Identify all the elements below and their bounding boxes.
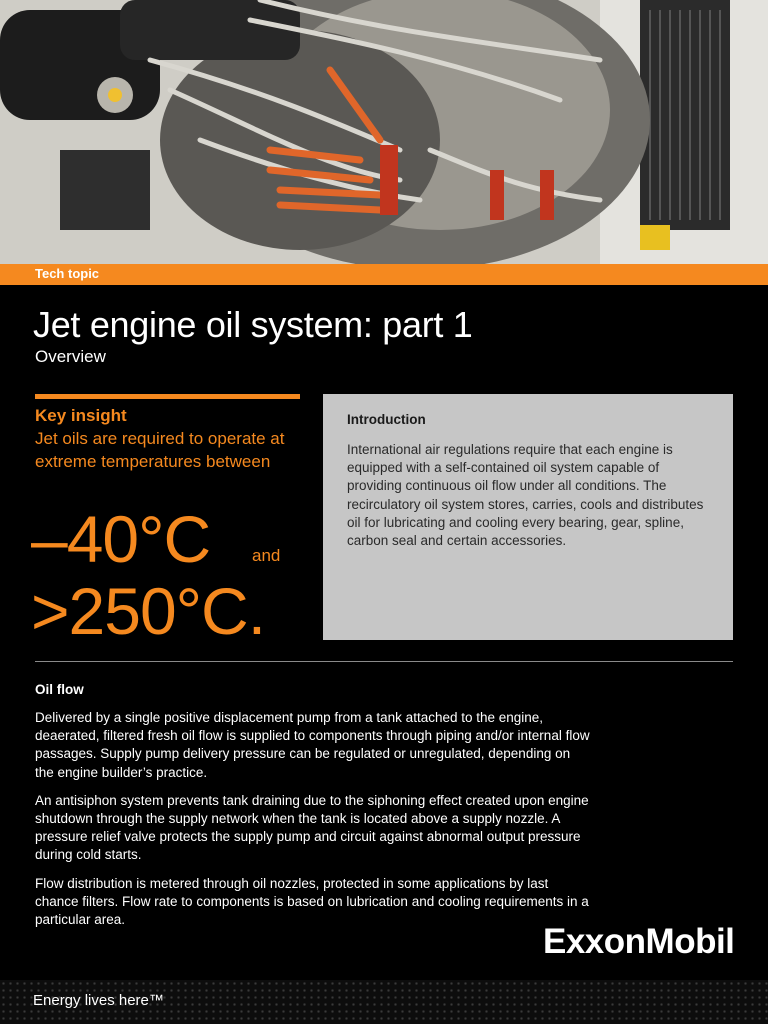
temperature-low: –40°C: [31, 502, 211, 576]
temperature-high: >250°C.: [31, 574, 266, 648]
hero-engine-image: [0, 0, 768, 264]
introduction-box: [323, 394, 733, 640]
key-insight-text: Jet oils are required to operate at extreme temperatures between: [35, 429, 285, 471]
oil-flow-paragraph: Flow distribution is metered through oil nozzles, protected in some applications by last chance filters. Flow rate to components is based on lubrication and cooling requirements in a particular area.: [35, 875, 589, 928]
key-insight-rule: [35, 394, 300, 399]
introduction-text: International air regulations require that each engine is equipped with a self-contained oil system capable of providing continuous oil flow under all conditions. The recirculatory oil system stores, carries, cools and distributes oil for lubricating and cooling every bearing, gear, spline, carbon seal and certain accessories.: [347, 442, 704, 549]
tech-topic-label: Tech topic: [35, 266, 100, 281]
temperature-connector: and: [252, 546, 281, 565]
section-divider: [35, 661, 733, 662]
oil-flow-body: [35, 709, 590, 939]
brand-tagline: Energy lives here™: [33, 992, 164, 1009]
page-title: Jet engine oil system: part 1: [33, 304, 473, 345]
oil-flow-heading: Oil flow: [35, 682, 84, 697]
engine-illustration: [0, 0, 768, 264]
introduction-heading: Introduction: [347, 412, 426, 427]
oil-flow-paragraph: An antisiphon system prevents tank draining due to the siphoning effect created upon engine shutdown through the supply network when the tank is located above a supply nozzle. A pressure relief valve protects the supply pump and circuit against abnormal output pressure during cold starts.: [35, 792, 589, 863]
oil-flow-paragraph: Delivered by a single positive displacement pump from a tank attached to the engine, deaerated, filtered fresh oil flow is supplied to components through piping and/or internal flow passages. Supply pump delivery pressure can be regulated or unregulated, depending on the engine builder’s practice.: [35, 710, 590, 780]
exxonmobil-logo: ExxonMobil: [543, 922, 735, 961]
page-subtitle: Overview: [35, 347, 106, 366]
tech-topic-bar: [0, 264, 768, 285]
key-insight-heading: Key insight: [35, 406, 127, 425]
